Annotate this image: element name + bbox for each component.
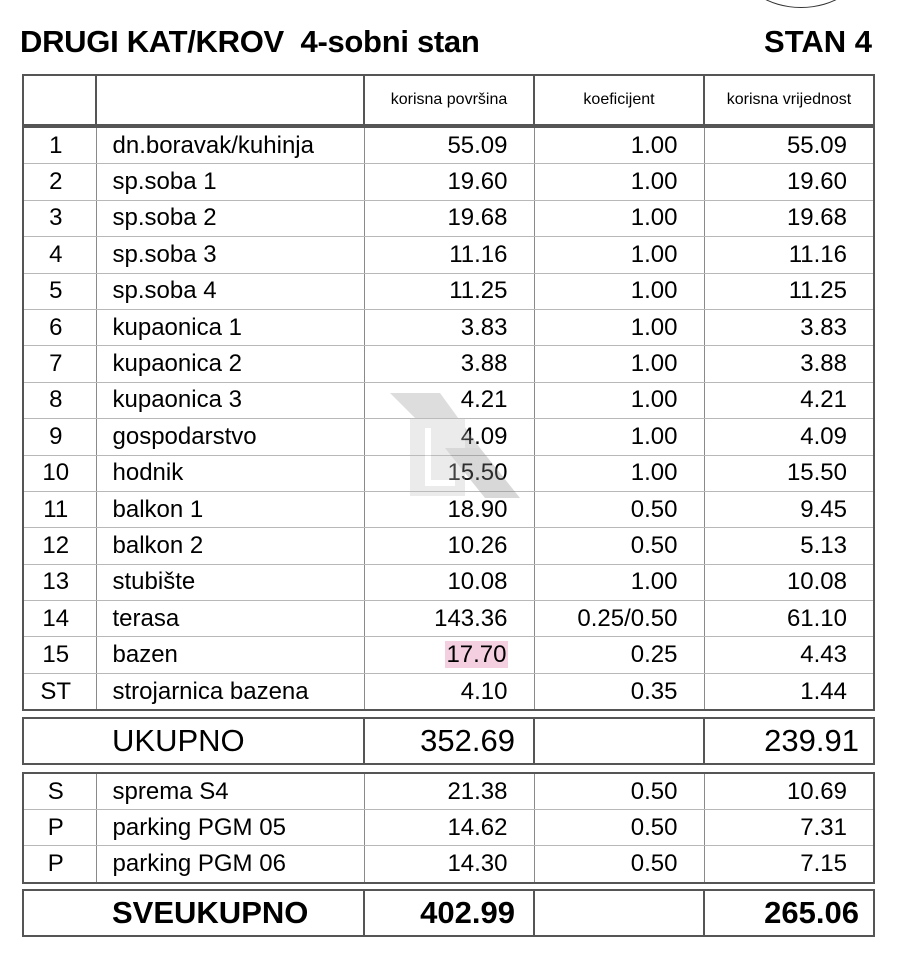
row-area — [364, 773, 534, 810]
table-row — [23, 346, 874, 382]
row-coef-text: 1.00 — [630, 350, 678, 378]
page-title: DRUGI KAT/KROV 4-sobni stan — [20, 24, 480, 59]
row-coef-text: 0.25/0.50 — [577, 604, 678, 632]
row-value-text: 10.69 — [786, 777, 847, 805]
row-name — [96, 846, 364, 883]
row-area — [364, 455, 534, 491]
subtotal-value: 239.91 — [704, 718, 874, 764]
row-value-text: 10.08 — [786, 568, 847, 596]
row-name-text: dn.boravak/kuhinja — [112, 131, 314, 159]
row-name — [96, 637, 364, 673]
row-coef — [534, 491, 704, 527]
row-name — [96, 564, 364, 600]
row-area-text: 19.60 — [447, 168, 508, 196]
row-coef — [534, 346, 704, 382]
row-name-text: hodnik — [112, 459, 184, 487]
row-area — [364, 846, 534, 883]
row-value-text: 61.10 — [786, 604, 847, 632]
row-number-text: S — [47, 777, 64, 805]
table-row — [23, 273, 874, 309]
row-value — [704, 346, 874, 382]
row-name-text: terasa — [112, 604, 180, 632]
row-area-text: 19.68 — [447, 204, 508, 232]
header-cell-coef: koeficijent — [534, 75, 704, 125]
row-value-text: 7.15 — [800, 849, 847, 877]
row-coef-text: 0.50 — [630, 495, 678, 523]
row-number — [23, 637, 96, 673]
row-value-text: 11.25 — [788, 277, 847, 305]
table-row — [23, 127, 874, 164]
header-table — [22, 74, 875, 126]
row-value-text: 19.60 — [786, 168, 847, 196]
row-coef-text: 1.00 — [630, 240, 678, 268]
row-coef-text: 1.00 — [630, 277, 678, 305]
row-coef — [534, 164, 704, 200]
row-number-text: 13 — [42, 568, 70, 596]
row-area — [364, 637, 534, 673]
row-name — [96, 273, 364, 309]
row-name — [96, 673, 364, 710]
row-area-text: 4.21 — [460, 386, 508, 414]
row-number — [23, 455, 96, 491]
row-value-text: 5.13 — [800, 531, 847, 559]
row-area-text: 10.08 — [447, 568, 508, 596]
row-value — [704, 601, 874, 637]
row-name — [96, 164, 364, 200]
row-name-text: gospodarstvo — [112, 422, 257, 450]
row-name — [96, 200, 364, 236]
row-coef — [534, 528, 704, 564]
row-area-text: 4.09 — [460, 422, 508, 450]
table-row — [23, 164, 874, 200]
corner-logo-arc — [740, 0, 862, 8]
row-area — [364, 273, 534, 309]
table-row — [23, 200, 874, 236]
header-cell-area: korisna površina — [364, 75, 534, 125]
grand-total-value: 265.06 — [704, 890, 874, 936]
table-row — [23, 382, 874, 418]
row-area — [364, 346, 534, 382]
row-value-text: 11.16 — [788, 240, 847, 268]
row-number-text: 9 — [49, 422, 63, 450]
row-number-text: 15 — [42, 641, 70, 669]
row-number-text: 3 — [49, 204, 63, 232]
row-name — [96, 455, 364, 491]
row-area-text: 11.16 — [449, 240, 508, 268]
row-number — [23, 200, 96, 236]
extras-table — [22, 772, 875, 884]
row-coef-text: 0.50 — [630, 531, 678, 559]
table-row — [23, 528, 874, 564]
rooms-table — [22, 126, 875, 711]
grand-total-label: SVEUKUPNO — [23, 890, 364, 936]
row-value — [704, 810, 874, 846]
header-cell-value: korisna vrijednost — [704, 75, 874, 125]
grand-total-table — [22, 889, 875, 937]
row-value-text: 9.45 — [800, 495, 847, 523]
row-value — [704, 419, 874, 455]
row-name-text: sp.soba 4 — [112, 277, 217, 305]
row-coef-text: 1.00 — [630, 131, 678, 159]
row-value — [704, 491, 874, 527]
row-coef — [534, 564, 704, 600]
row-coef-text: 1.00 — [630, 204, 678, 232]
row-coef-text: 0.50 — [630, 849, 678, 877]
row-coef — [534, 637, 704, 673]
row-name-text: kupaonica 2 — [112, 350, 242, 378]
row-coef-text: 0.35 — [630, 677, 678, 705]
row-number — [23, 528, 96, 564]
row-number-text: 2 — [49, 168, 63, 196]
table-row — [23, 773, 874, 810]
row-number — [23, 673, 96, 710]
row-area-text: 15.50 — [447, 459, 508, 487]
row-name — [96, 491, 364, 527]
row-value — [704, 237, 874, 273]
row-number-text: P — [47, 813, 64, 841]
row-value-text: 4.21 — [800, 386, 847, 414]
row-coef — [534, 673, 704, 710]
row-number-text: 7 — [49, 350, 63, 378]
subtotal-area: 352.69 — [364, 718, 534, 764]
grand-total-row — [23, 890, 874, 936]
row-number-text: 10 — [42, 459, 70, 487]
row-name-text: balkon 2 — [112, 531, 204, 559]
row-value — [704, 164, 874, 200]
row-area-text: 10.26 — [447, 531, 508, 559]
subtotal-table — [22, 717, 875, 765]
row-number-text: 5 — [49, 277, 63, 305]
row-number — [23, 810, 96, 846]
row-area-text: 14.62 — [447, 813, 508, 841]
row-coef-text: 1.00 — [630, 459, 678, 487]
unit-label: STAN 4 — [764, 24, 872, 59]
row-name — [96, 773, 364, 810]
row-number — [23, 419, 96, 455]
row-value-text: 3.83 — [800, 313, 847, 341]
row-coef — [534, 309, 704, 345]
row-coef — [534, 601, 704, 637]
row-area-text: 3.88 — [460, 350, 508, 378]
row-name — [96, 528, 364, 564]
row-area-text: 3.83 — [460, 313, 508, 341]
row-area — [364, 810, 534, 846]
subtotal-coef-empty — [534, 718, 704, 764]
grand-total-coef-empty — [534, 890, 704, 936]
row-number-text: 4 — [49, 240, 63, 268]
row-value — [704, 528, 874, 564]
header-cell-no — [23, 75, 96, 125]
table-row — [23, 419, 874, 455]
row-name-text: sprema S4 — [112, 777, 229, 805]
row-coef — [534, 810, 704, 846]
subtotal-label: UKUPNO — [23, 718, 364, 764]
table-row — [23, 673, 874, 710]
row-value — [704, 382, 874, 418]
row-coef-text: 1.00 — [630, 313, 678, 341]
row-number — [23, 491, 96, 527]
row-area — [364, 528, 534, 564]
row-number-text: 11 — [43, 495, 69, 523]
row-value — [704, 846, 874, 883]
row-name — [96, 810, 364, 846]
row-value-text: 3.88 — [800, 350, 847, 378]
row-name — [96, 419, 364, 455]
row-value — [704, 455, 874, 491]
row-area-text: 4.10 — [460, 677, 508, 705]
row-name-text: kupaonica 3 — [112, 386, 242, 414]
row-coef-text: 1.00 — [630, 386, 678, 414]
row-coef — [534, 419, 704, 455]
row-number — [23, 564, 96, 600]
row-value-text: 1.44 — [800, 677, 847, 705]
row-coef-text: 0.50 — [630, 813, 678, 841]
row-name — [96, 127, 364, 164]
row-value-text: 4.09 — [800, 422, 847, 450]
row-name — [96, 346, 364, 382]
row-number-text: 1 — [49, 131, 63, 159]
row-number — [23, 309, 96, 345]
row-name — [96, 382, 364, 418]
row-name — [96, 601, 364, 637]
row-value — [704, 564, 874, 600]
row-value — [704, 200, 874, 236]
row-name-text: balkon 1 — [112, 495, 204, 523]
table-row — [23, 601, 874, 637]
row-number-text: P — [47, 849, 64, 877]
row-value — [704, 309, 874, 345]
row-coef — [534, 382, 704, 418]
row-coef — [534, 200, 704, 236]
row-area — [364, 200, 534, 236]
row-value — [704, 273, 874, 309]
row-name-text: sp.soba 3 — [112, 240, 217, 268]
table-row — [23, 309, 874, 345]
row-area-text: 55.09 — [447, 131, 508, 159]
row-area — [364, 127, 534, 164]
row-name-text: parking PGM 06 — [112, 849, 286, 877]
row-area — [364, 237, 534, 273]
table-row — [23, 810, 874, 846]
row-number-text: 12 — [42, 531, 70, 559]
row-area — [364, 491, 534, 527]
table-row — [23, 237, 874, 273]
row-coef-text: 0.50 — [630, 777, 678, 805]
row-coef-text: 1.00 — [630, 568, 678, 596]
row-area-text: 18.90 — [447, 495, 508, 523]
row-area — [364, 419, 534, 455]
row-area — [364, 164, 534, 200]
row-value — [704, 637, 874, 673]
row-name-text: parking PGM 05 — [112, 813, 286, 841]
row-name-text: bazen — [112, 641, 178, 669]
row-name — [96, 309, 364, 345]
header-row — [23, 75, 874, 125]
row-area-text: 14.30 — [447, 849, 508, 877]
row-value — [704, 673, 874, 710]
row-coef — [534, 237, 704, 273]
row-number — [23, 164, 96, 200]
row-number — [23, 382, 96, 418]
subtotal-row — [23, 718, 874, 764]
row-value-text: 19.68 — [786, 204, 847, 232]
row-number — [23, 237, 96, 273]
table-row — [23, 491, 874, 527]
row-coef-text: 0.25 — [630, 641, 678, 669]
row-number-text: ST — [40, 677, 72, 705]
row-coef — [534, 273, 704, 309]
row-name-text: kupaonica 1 — [112, 313, 242, 341]
table-row — [23, 564, 874, 600]
row-area-text: 11.25 — [449, 277, 508, 305]
row-number-text: 6 — [49, 313, 63, 341]
row-value-text: 7.31 — [800, 813, 847, 841]
row-area — [364, 673, 534, 710]
row-area — [364, 309, 534, 345]
row-value-text: 15.50 — [786, 459, 847, 487]
row-value-text: 55.09 — [786, 131, 847, 159]
row-area — [364, 382, 534, 418]
row-coef — [534, 127, 704, 164]
row-number-text: 14 — [42, 604, 70, 632]
row-name-text: sp.soba 2 — [112, 204, 217, 232]
row-coef-text: 1.00 — [630, 422, 678, 450]
row-name — [96, 237, 364, 273]
table-row — [23, 455, 874, 491]
row-name-text: stubište — [112, 568, 196, 596]
row-area — [364, 564, 534, 600]
row-area-text: 143.36 — [434, 604, 508, 632]
row-coef — [534, 846, 704, 883]
row-number — [23, 773, 96, 810]
row-name-text: sp.soba 1 — [112, 168, 217, 196]
row-value — [704, 773, 874, 810]
row-number — [23, 846, 96, 883]
row-area-text: 21.38 — [447, 777, 508, 805]
row-coef — [534, 773, 704, 810]
row-number-text: 8 — [49, 386, 63, 414]
row-number — [23, 127, 96, 164]
row-coef — [534, 455, 704, 491]
row-number — [23, 273, 96, 309]
table-row — [23, 637, 874, 673]
row-number — [23, 601, 96, 637]
table-row — [23, 846, 874, 883]
row-area — [364, 601, 534, 637]
header-cell-name — [96, 75, 364, 125]
row-coef-text: 1.00 — [630, 168, 678, 196]
row-number — [23, 346, 96, 382]
row-area-text: 17.70 — [446, 641, 507, 669]
row-value — [704, 127, 874, 164]
grand-total-area: 402.99 — [364, 890, 534, 936]
row-value-text: 4.43 — [800, 641, 847, 669]
row-name-text: strojarnica bazena — [112, 677, 309, 705]
